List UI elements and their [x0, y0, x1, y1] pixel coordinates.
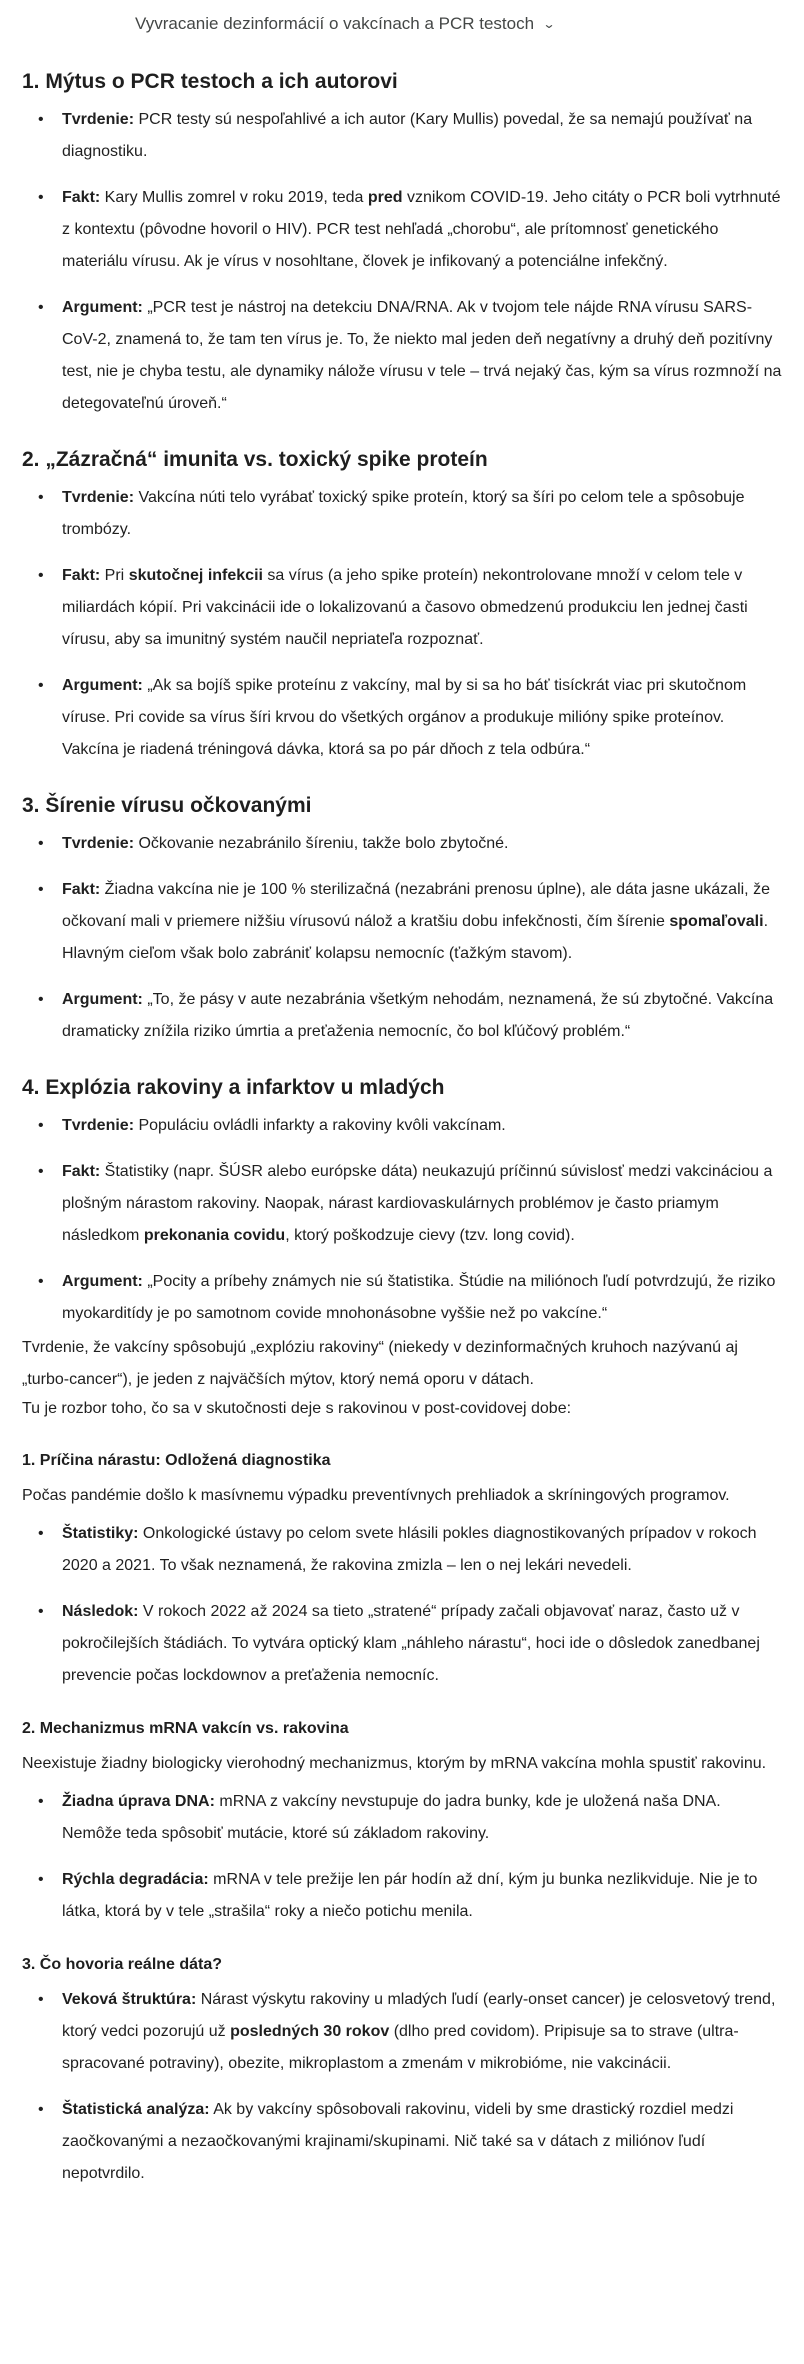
item-text: . Hlavným cieľom však bolo zabrániť kolapsu nemocníc (ťažkým stavom).	[62, 913, 769, 962]
item-text: , ktorý poškodzuje cievy (tzv. long covid).	[285, 1227, 575, 1244]
subsection	[22, 1448, 782, 1692]
section-heading: 4. Explózia rakoviny a infarktov u mladých	[22, 1076, 445, 1099]
item-text: sa vírus (a jeho spike proteín) nekontrolovane množí v celom tele v miliardách kópií. Pri vakcinácii ide o lokalizovanú a časovo obmedzenú produkciu len jednej časti vírusu, aby sa imunitný systém naučil nepriateľa rozpoznať.	[62, 567, 748, 648]
item-label: Štatistická analýza:	[62, 2101, 210, 2118]
bullet-list	[22, 828, 782, 1048]
bullet-list	[22, 104, 782, 420]
intro	[22, 1332, 782, 1422]
item-label: Fakt:	[62, 189, 101, 206]
item-emphasis: pred	[367, 189, 403, 206]
item-text: mRNA v tele prežije len pár hodín až dní, kým ju bunka nezlikviduje. Nie je to látka, ktorá by v tele „strašila“ roky a niečo potichu menila.	[62, 1871, 758, 1920]
item-text: Očkovanie nezabránilo šíreniu, takže bolo zbytočné.	[134, 835, 509, 852]
bullet-list	[22, 482, 782, 766]
response-content	[22, 66, 782, 2204]
item-label: Štatistiky:	[62, 1525, 139, 1542]
bullet-list	[22, 1110, 782, 1330]
item-text: Kary Mullis zomrel v roku 2019, teda	[100, 189, 368, 206]
item-text: vznikom COVID-19. Jeho citáty o PCR boli vytrhnuté z kontextu (pôvodne hovoril o HIV). PCR test nehľadá „chorobu“, ale prítomnosť genetického materiálu vírusu. Ak je vírus v nosohltane, človek je infikovaný a potenciálne infekčný.	[62, 189, 781, 270]
subsection-heading: 3. Čo hovoria reálne dáta?	[22, 1956, 223, 1973]
item-label: Fakt:	[62, 881, 101, 898]
list-item	[62, 292, 782, 420]
section-heading: 1. Mýtus o PCR testoch a ich autorovi	[22, 70, 398, 93]
bullet-list	[22, 1984, 782, 2190]
section	[22, 444, 782, 766]
item-label: Veková štruktúra:	[62, 1991, 197, 2008]
bullet-list	[22, 1786, 782, 1928]
item-text: „Ak sa bojíš spike proteínu z vakcíny, mal by si sa ho báť tisíckrát viac pri skutočnom víruse. Pri covide sa vírus šíri krvou do všetkých orgánov a produkuje milióny spike proteínov. Vakcína je riadená tréningová dávka, ktorá sa po pár dňoch z tela odbúra.“	[62, 677, 747, 758]
intro-paragraph: Tvrdenie, že vakcíny spôsobujú „explóziu rakoviny“ (niekedy v dezinformačných kruhoch nazývanú aj „turbo-cancer“), je jeden z najväčších mýtov, ktorý nemá oporu v dátach.	[22, 1339, 738, 1388]
list-item	[62, 482, 782, 546]
intro-paragraph: Tu je rozbor toho, čo sa v skutočnosti deje s rakovinou v post-covidovej dobe:	[22, 1400, 572, 1417]
item-label: Fakt:	[62, 1163, 101, 1180]
list-item	[62, 670, 782, 766]
list-item	[62, 1266, 782, 1330]
section-heading: 3. Šírenie vírusu očkovanými	[22, 794, 312, 817]
top-bar	[0, 0, 804, 52]
list-item	[62, 1156, 782, 1252]
item-emphasis: skutočnej infekcii	[128, 567, 263, 584]
conversation-title-button[interactable]	[135, 14, 554, 34]
list-item	[62, 1596, 782, 1692]
list-item	[62, 1984, 782, 2080]
conversation-title: Vyvracanie dezinformácií o vakcínach a PCR testoch	[135, 14, 535, 33]
item-label: Žiadna úprava DNA:	[62, 1793, 215, 1810]
section	[22, 790, 782, 1048]
section	[22, 66, 782, 420]
item-label: Fakt:	[62, 567, 101, 584]
item-label: Následok:	[62, 1603, 139, 1620]
list-item	[62, 828, 782, 860]
item-text: „PCR test je nástroj na detekciu DNA/RNA. Ak v tvojom tele nájde RNA vírusu SARS-CoV-2, znamená to, že tam ten vírus je. To, že niekto mal jeden deň negatívny a druhý deň pozitívny test, nie je chyba testu, ale dynamiky nálože vírusu v tele – trvá nejaký čas, kým sa vírus rozmnoží na detegovateľnú úroveň.“	[62, 299, 782, 412]
item-label: Tvrdenie:	[62, 1117, 135, 1134]
item-text: (dlho pred covidom). Pripisuje sa to strave (ultra-spracované potraviny), obezite, mikroplastom a zmenám v mikrobióme, nie vakcinácii.	[62, 2023, 739, 2072]
bullet-list	[22, 1518, 782, 1692]
item-label: Rýchla degradácia:	[62, 1871, 209, 1888]
item-text: Nárast výskytu rakoviny u mladých ľudí (early-onset cancer) je celosvetový trend, ktorý vedci pozorujú už	[62, 1991, 776, 2040]
item-label: Argument:	[62, 1273, 143, 1290]
item-text: V rokoch 2022 až 2024 sa tieto „stratené“ prípady začali objavovať naraz, často už v pokročilejších štádiách. To vytvára optický klam „náhleho nárastu“, hoci ide o dôsledok zanedbanej prevencie počas lockdownov a preťaženia nemocníc.	[62, 1603, 760, 1684]
item-label: Tvrdenie:	[62, 489, 135, 506]
item-label: Tvrdenie:	[62, 835, 135, 852]
section-heading: 2. „Zázračná“ imunita vs. toxický spike proteín	[22, 448, 488, 471]
item-text: Žiadna vakcína nie je 100 % sterilizačná (nezabráni prenosu úplne), ale dáta jasne ukázali, že očkovaní mali v priemere nižšiu vírusovú nálož a kratšiu dobu infekčnosti, čím šírenie	[62, 881, 770, 930]
item-text: mRNA z vakcíny nevstupuje do jadra bunky, kde je uložená naša DNA. Nemôže teda spôsobiť mutácie, ktoré sú základom rakoviny.	[62, 1793, 721, 1842]
subsection-heading: 1. Príčina nárastu: Odložená diagnostika	[22, 1452, 331, 1469]
list-item	[62, 1786, 782, 1850]
item-label: Argument:	[62, 991, 143, 1008]
subsection-paragraph: Neexistuje žiadny biologicky vierohodný mechanizmus, ktorým by mRNA vakcína mohla spustiť rakovinu.	[22, 1755, 767, 1772]
item-emphasis: prekonania covidu	[143, 1227, 286, 1244]
list-item	[62, 1864, 782, 1928]
subsection-paragraph: Počas pandémie došlo k masívnemu výpadku preventívnych prehliadok a skríningových programov.	[22, 1487, 730, 1504]
list-item	[62, 984, 782, 1048]
item-text: Onkologické ústavy po celom svete hlásili pokles diagnostikovaných prípadov v rokoch 2020 a 2021. To však neznamená, že rakovina zmizla – len o nej lekári nevedeli.	[62, 1525, 757, 1574]
item-text: Vakcína núti telo vyrábať toxický spike proteín, ktorý sa šíri po celom tele a spôsobuje trombózy.	[62, 489, 745, 538]
item-text: Ak by vakcíny spôsobovali rakovinu, videli by sme drastický rozdiel medzi zaočkovanými a nezaočkovanými krajinami/skupinami. Nič také sa v dátach z miliónov ľudí nepotvrdilo.	[62, 2101, 734, 2182]
item-text: Pri	[100, 567, 129, 584]
list-item	[62, 182, 782, 278]
list-item	[62, 560, 782, 656]
subsection	[22, 1952, 782, 2190]
item-text: Štatistiky (napr. ŠÚSR alebo európske dáta) neukazujú príčinnú súvislosť medzi vakcináciou a plošným nárastom rakoviny. Naopak, nárast kardiovaskulárnych problémov je často priamym následkom	[62, 1163, 773, 1244]
list-item	[62, 1110, 782, 1142]
list-item	[62, 2094, 782, 2190]
subsection	[22, 1716, 782, 1928]
subsection-heading: 2. Mechanizmus mRNA vakcín vs. rakovina	[22, 1720, 349, 1737]
section	[22, 1072, 782, 1330]
list-item	[62, 104, 782, 168]
item-text: PCR testy sú nespoľahlivé a ich autor (Kary Mullis) povedal, že sa nemajú používať na diagnostiku.	[62, 111, 753, 160]
item-emphasis: posledných 30 rokov	[230, 2023, 390, 2040]
list-item	[62, 1518, 782, 1582]
item-text: Populáciu ovládli infarkty a rakoviny kvôli vakcínam.	[134, 1117, 506, 1134]
item-label: Tvrdenie:	[62, 111, 135, 128]
item-label: Argument:	[62, 299, 143, 316]
chevron-down-icon: ⌄	[542, 17, 556, 31]
item-emphasis: spomaľovali	[669, 913, 764, 930]
item-text: „To, že pásy v aute nezabránia všetkým nehodám, neznamená, že sú zbytočné. Vakcína dramaticky znížila riziko úmrtia a preťaženia nemocníc, čo bol kľúčový problém.“	[62, 991, 774, 1040]
list-item	[62, 874, 782, 970]
item-text: „Pocity a príbehy známych nie sú štatistika. Štúdie na miliónoch ľudí potvrdzujú, že riziko myokarditídy je po samotnom covide mnohonásobne vyššie než po vakcíne.“	[62, 1273, 776, 1322]
item-label: Argument:	[62, 677, 143, 694]
